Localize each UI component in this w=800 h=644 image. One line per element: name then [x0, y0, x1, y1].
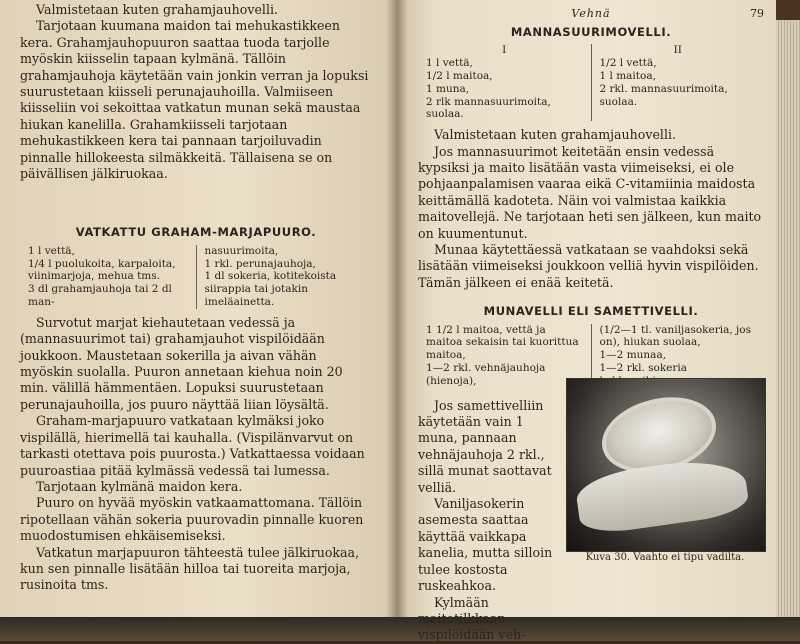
paragraph: Vaniljasokerin asemesta saattaa käyttää vaikkapa kanelia, mutta silloin tulee kostosta ruskeahkoa. [418, 496, 553, 594]
ingredient-list [418, 44, 764, 121]
paragraph: Jos mannasuurimot keitetään ensin vedessä kypsiksi ja maito lisätään vasta viimeiseksi, ei ole pohjaanpalamisen vaaraa eikä C-vitamiinia maidosta keittämällä kadoteta. Näin voi valmistaa kaikkia maitovellejä. Ne tarjotaan heti sen jälkeen, kun maito on kuumentunut. [418, 143, 762, 241]
ingredient-column [20, 245, 196, 309]
photo-figure [566, 378, 766, 552]
ingredient: 1/2 l vettä, [599, 57, 657, 70]
ingredient: nasuurimoita, [204, 244, 279, 257]
ingredient: 3 dl grahamjauhoja tai 2 dl man- [28, 283, 172, 309]
ingredient: 1 rkl. perunajauhoja, [204, 257, 316, 270]
ingredient-list [20, 245, 372, 309]
paragraph: Survotut marjat kiehautetaan vedessä ja (mannasuurimot tai) grahamjauhot vispilöidään joukkoon. Maustetaan sokerilla ja aivan vähän myöskin suolalla. Puuron annetaan kiehua noin 20 min. välillä hämmentäen. Lopuksi suurustetaan perunajauhoilla, jos puuro näyttää liian löysältä. [20, 314, 343, 412]
ingredient: 1—2 rkl. vehnäjauhoja (hienoja), [426, 362, 546, 387]
ingredient: 1 1/2 l maitoa, vettä ja maitoa sekaisin tai kuorittua maitoa, [426, 323, 579, 362]
ingredient: suolaa. [426, 108, 464, 121]
ingredient: 1—2 munaa, [599, 349, 667, 362]
recipe-heading: VATKATTU GRAHAM-MARJAPUURO. [75, 225, 317, 240]
figure-caption: Kuva 30. Vaahto ei tipu vadilta. [585, 552, 745, 563]
paragraph: Puuro on hyvää myöskin vatkaamattomana. Tällöin ripotellaan vähän sokeria puurovadin pinnalle kuoren muodostumisen ehkäisemiseksi. [20, 495, 364, 544]
paragraph: Valmistetaan kuten grahamjauhovelli. [36, 2, 279, 17]
hand-illustration [574, 453, 751, 536]
paragraph: Tarjotaan kylmänä maidon kera. [36, 478, 243, 494]
ingredient: 1/2 l maitoa, [426, 70, 493, 82]
variant-label: II [673, 44, 682, 57]
ingredient-column [591, 44, 765, 121]
paragraph: Jos samettivelliin käytetään vain 1 muna, pannaan vehnäjauhoja 2 rkl., sillä munat saottavat velliä. [418, 397, 552, 495]
paragraph: Kylmään maitotilkkaan vispilöidään veh- [418, 594, 526, 643]
paragraph: Valmistetaan kuten grahamjauhovelli. [434, 127, 677, 143]
ingredient: 1 muna, [426, 82, 470, 95]
page-number: 79 [750, 7, 764, 20]
ingredient: (1/2—1 tl. vaniljasokeria, jos on), hiukan suolaa, [599, 323, 752, 349]
ingredient: 2 rlk mannasuurimoita, [426, 95, 551, 108]
ingredient-column [196, 245, 373, 309]
ingredient-column [418, 324, 591, 388]
ingredient: 1/4 l puolukoita, karpaloita, viinimarjoja, mehua tms. [28, 257, 176, 283]
variant-label: I [502, 44, 507, 57]
running-head: Vehnä [571, 7, 611, 20]
ingredient: 1—2 rkl. sokeria [599, 362, 688, 375]
ingredient: suolaa. [599, 95, 638, 108]
ingredient: 1 dl sokeria, kotitekoista siirappia tai jotakin imeläainetta. [204, 270, 337, 309]
paragraph: Vatkatun marjapuuron tähteestä tulee jälkiruokaa, kun sen pinnalle lisätään hilloa tai tuoreita marjoja, rusinoita tms. [20, 544, 360, 593]
wrapped-text-column [418, 398, 558, 644]
paragraph: Graham-marjapuuro vatkataan kylmäksi joko vispilällä, hierimellä tai kauhalla. (Vispilänvarvut on tarkasti otettava pois puurosta.) Vatkattaessa voidaan puuroastiaa pitää kylmässä vedessä tai lumessa. [20, 413, 365, 478]
recipe-heading: MANNASUURIMOVELLI. [510, 25, 672, 39]
ingredient-column [418, 44, 591, 121]
page-edges [776, 20, 800, 617]
paragraph: Tarjotaan kuumana maidon tai mehukastikkeen kera. Grahamjauhopuuron saattaa tuoda tarjolle myöskin kiisselin tapaan kylmänä. Tällöin grahamjauhoja käytetään vain jonkin verran ja lopuksi suurustetaan kiisseli perunajauhoilla. Valmiiseen kiisseliin voi sekoittaa vatkatun munan sekä maustaa hiukan kanelilla. Grahamkiisseli tarjotaan mehukastikkeen kera tai pannaan tarjoiluvadin pinnalle hillokeesta silmäkkeitä. Tällaisena se on päivällisen jälkiruokaa. [20, 18, 369, 182]
recipe-heading: MUNAVELLI ELI SAMETTIVELLI. [483, 304, 699, 319]
left-page-text [20, 2, 372, 594]
ingredient: 1 l vettä, [426, 57, 473, 70]
ingredient: 2 rkl. mannasuurimoita, [599, 82, 728, 95]
ingredient: 1 l maitoa, [599, 70, 656, 82]
ingredient: 1 l vettä, [28, 244, 75, 257]
paragraph: Munaa käytettäessä vatkataan se vaahdoksi sekä lisätään viimeiseksi joukkoon velliä hyvin vispilöiden. Tämän jälkeen ei enää keitetä. [418, 242, 759, 290]
